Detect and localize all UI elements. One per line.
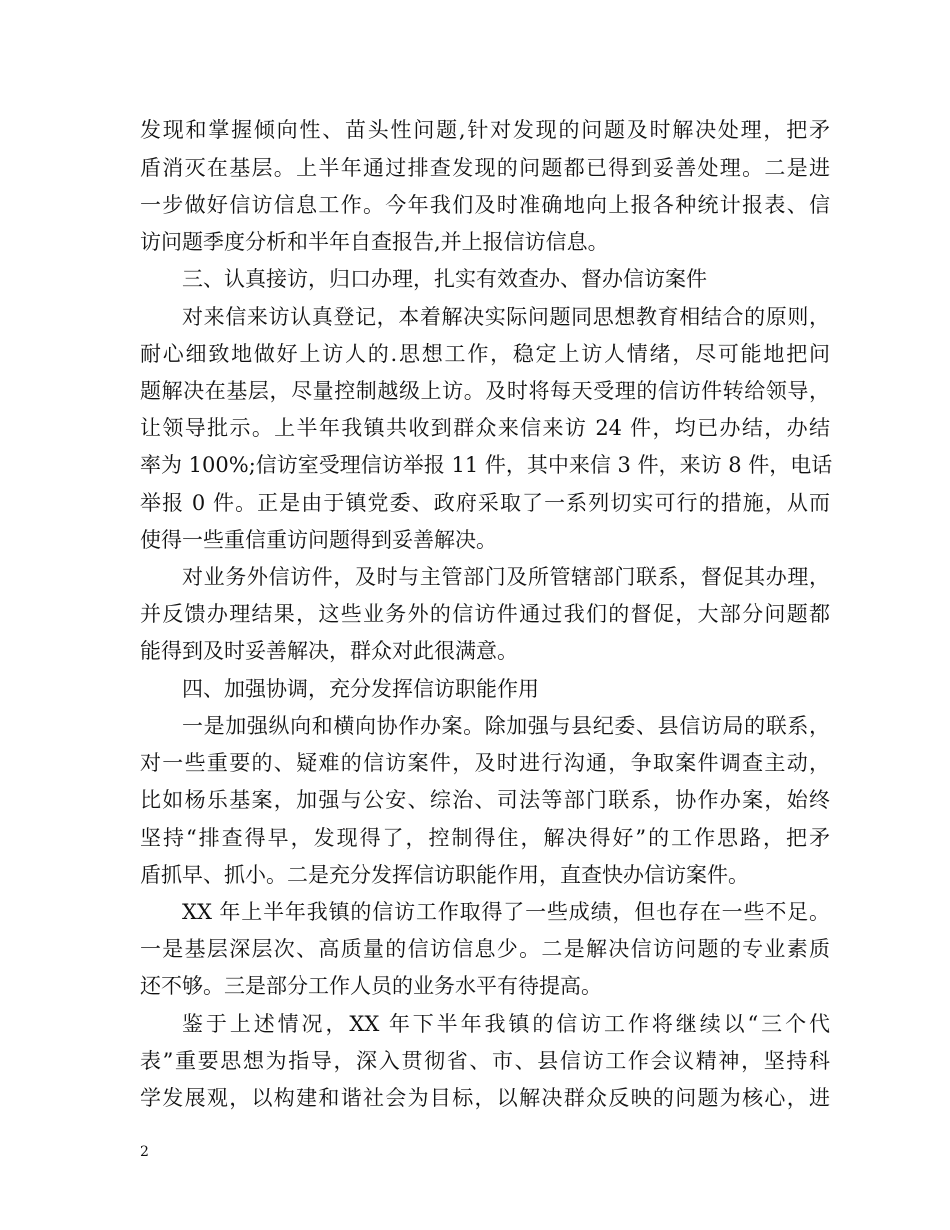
text-line: 让领导批示。上半年我镇共收到群众来信来访 24 件，均已办结，办结 bbox=[140, 416, 830, 440]
text-line: 发现和掌握倾向性、苗头性问题,针对发现的问题及时解决处理，把矛 bbox=[140, 118, 830, 142]
text-line: XX 年上半年我镇的信访工作取得了一些成绩，但也存在一些不足。 bbox=[182, 900, 830, 924]
text-line: 一是基层深层次、高质量的信访信息少。二是解决信访问题的专业素质 bbox=[140, 937, 830, 961]
text-line: 对一些重要的、疑难的信访案件，及时进行沟通，争取案件调查主动， bbox=[140, 751, 830, 775]
text-line: 比如杨乐基案，加强与公安、综治、司法等部门联系，协作办案，始终 bbox=[140, 788, 830, 812]
section-heading-3: 三、认真接访，归口办理，扎实有效查办、督办信访案件 bbox=[182, 267, 707, 291]
text-line: 能得到及时妥善解决，群众对此很满意。 bbox=[140, 639, 518, 663]
text-line: 表”重要思想为指导，深入贯彻省、市、县信访工作会议精神，坚持科 bbox=[140, 1049, 830, 1073]
text-line: 率为 100%;信访室受理信访举报 11 件，其中来信 3 件，来访 8 件，电话 bbox=[140, 453, 833, 477]
text-line: 访问题季度分析和半年自查报告,并上报信访信息。 bbox=[140, 230, 609, 254]
text-line: 题解决在基层，尽量控制越级上访。及时将每天受理的信访件转给领导， bbox=[140, 379, 830, 403]
text-line: 盾抓早、抓小。二是充分发挥信访职能作用，直查快办信访案件。 bbox=[140, 863, 749, 887]
text-line: 对来信来访认真登记，本着解决实际问题同思想教育相结合的原则， bbox=[182, 305, 830, 329]
text-line: 鉴于上述情况，XX 年下半年我镇的信访工作将继续以“三个代 bbox=[182, 1012, 830, 1036]
text-line: 学发展观，以构建和谐社会为目标，以解决群众反映的问题为核心，进 bbox=[140, 1086, 830, 1110]
page-number: 2 bbox=[140, 1144, 149, 1160]
text-line: 举报 0 件。正是由于镇党委、政府采取了一系列切实可行的措施，从而 bbox=[140, 491, 830, 515]
text-line: 并反馈办理结果，这些业务外的信访件通过我们的督促，大部分问题都 bbox=[140, 602, 830, 626]
text-line: 还不够。三是部分工作人员的业务水平有待提高。 bbox=[140, 974, 602, 998]
text-line: 一是加强纵向和横向协作办案。除加强与县纪委、县信访局的联系， bbox=[182, 714, 830, 738]
text-line: 使得一些重信重访问题得到妥善解决。 bbox=[140, 528, 497, 552]
text-line: 盾消灭在基层。上半年通过排查发现的问题都已得到妥善处理。二是进 bbox=[140, 156, 830, 180]
text-line: 坚持“排查得早，发现得了，控制得住，解决得好”的工作思路，把矛 bbox=[140, 826, 830, 850]
text-line: 一步做好信访信息工作。今年我们及时准确地向上报各种统计报表、信 bbox=[140, 193, 830, 217]
text-line: 对业务外信访件，及时与主管部门及所管辖部门联系，督促其办理， bbox=[182, 565, 830, 589]
text-line: 耐心细致地做好上访人的.思想工作，稳定上访人情绪，尽可能地把问 bbox=[140, 342, 830, 366]
section-heading-4: 四、加强协调，充分发挥信访职能作用 bbox=[182, 677, 539, 701]
